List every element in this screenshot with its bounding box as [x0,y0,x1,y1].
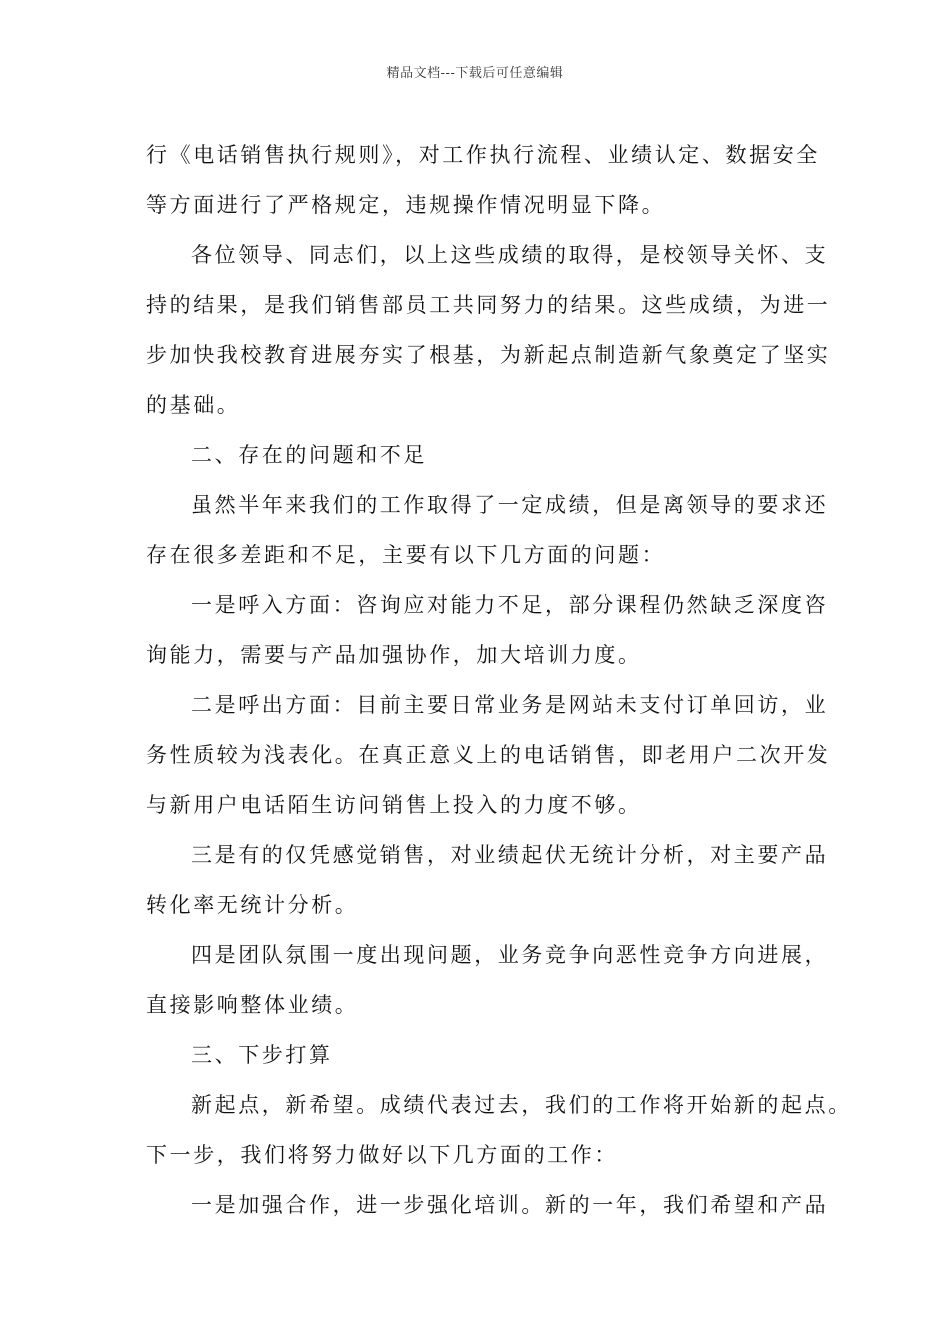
text-line: 虽然半年来我们的工作取得了一定成绩，但是离领导的要求还 [191,493,829,517]
text-line: 步加快我校教育进展夯实了根基，为新起点制造新气象奠定了坚实 [146,343,831,367]
text-line: 的基础。 [146,393,241,417]
text-line: 转化率无统计分析。 [146,893,359,917]
text-line: 与新用户电话陌生访问销售上投入的力度不够。 [146,793,642,817]
text-line: 行《电话销售执行规则》，对工作执行流程、业绩认定、数据安全 [146,143,820,167]
text-line: 三是有的仅凭感觉销售，对业绩起伏无统计分析，对主要产品 [191,843,829,867]
text-line: 务性质较为浅表化。在真正意义上的电话销售，即老用户二次开发 [146,743,831,767]
text-line: 直接影响整体业绩。 [146,993,359,1017]
section-heading: 二、存在的问题和不足 [191,443,427,467]
section-heading: 三、下步打算 [191,1043,333,1067]
text-line: 新起点，新希望。成绩代表过去，我们的工作将开始新的起点。 [191,1093,852,1117]
text-line: 存在很多差距和不足，主要有以下几方面的问题： [146,543,666,567]
text-line: 持的结果，是我们销售部员工共同努力的结果。这些成绩，为进一 [146,293,831,317]
text-line: 一是呼入方面：咨询应对能力不足，部分课程仍然缺乏深度咨 [191,593,829,617]
text-line: 二是呼出方面：目前主要日常业务是网站未支付订单回访，业 [191,693,829,717]
document-body [146,130,852,1230]
text-line: 各位领导、同志们，以上这些成绩的取得，是校领导关怀、支 [191,243,829,267]
page-header: 精品文档---下载后可任意编辑 [386,66,564,81]
text-line: 等方面进行了严格规定，违规操作情况明显下降。 [146,193,666,217]
text-line: 下一步，我们将努力做好以下几方面的工作： [146,1143,618,1167]
text-line: 四是团队氛围一度出现问题，业务竞争向恶性竞争方向进展， [191,943,829,967]
text-line: 一是加强合作，进一步强化培训。新的一年，我们希望和产品 [191,1193,829,1217]
text-line: 询能力，需要与产品加强协作，加大培训力度。 [146,643,642,667]
